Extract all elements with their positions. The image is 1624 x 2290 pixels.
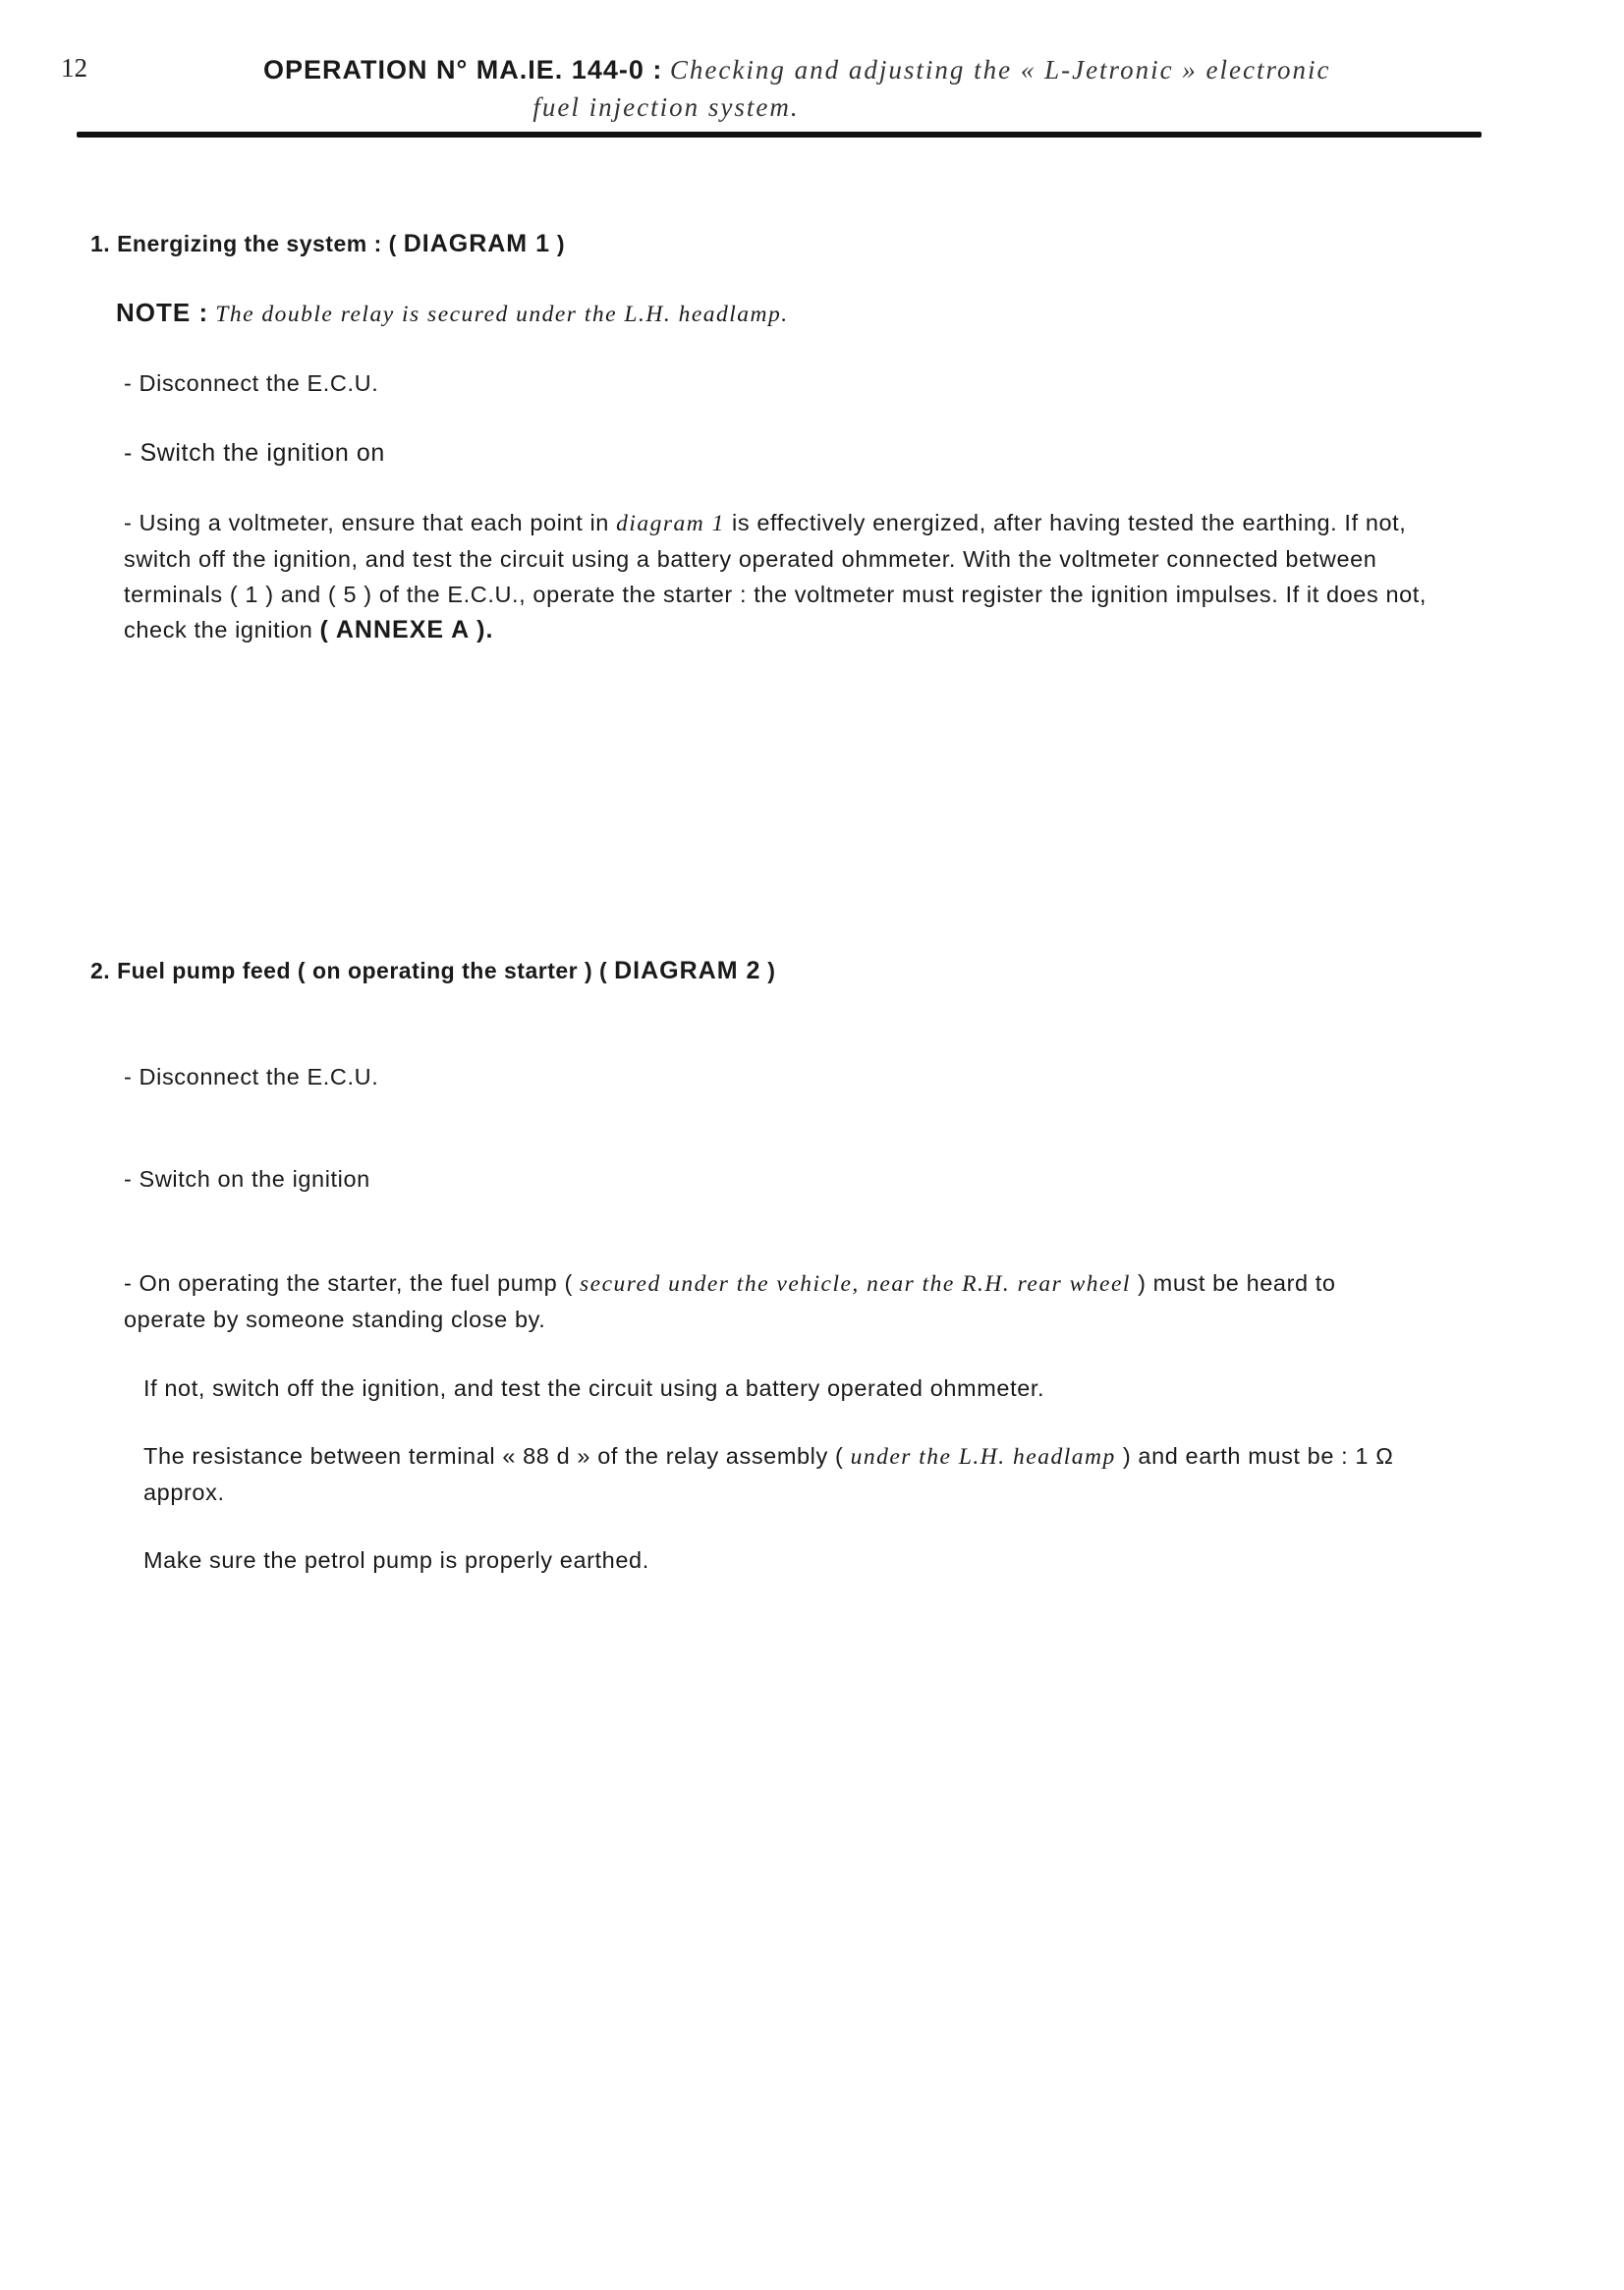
section-2-step-1: - Disconnect the E.C.U. <box>124 1064 379 1089</box>
section-2-title-text: 2. Fuel pump feed ( on operating the starter ) ( <box>90 958 608 983</box>
pump-location: secured under the vehicle, near the R.H. rear wheel <box>580 1271 1131 1297</box>
section-2-step-3 <box>124 1265 1401 1337</box>
section-1-title-text: 1. Energizing the system : ( <box>90 231 397 256</box>
operation-description-cont: fuel injection system. <box>532 92 800 122</box>
section-2-resistance <box>143 1438 1421 1510</box>
section-1-step-3 <box>124 505 1440 647</box>
resistance-text-b: ) and earth must be : 1 Ω approx. <box>143 1443 1394 1505</box>
section-2-step-2: - Switch on the ignition <box>124 1166 370 1192</box>
step-3-text-a: - Using a voltmeter, ensure that each point in <box>124 510 609 535</box>
operation-description: Checking and adjusting the « L-Jetronic » electronic <box>669 55 1331 84</box>
relay-location: under the L.H. headlamp <box>850 1444 1116 1470</box>
annexe-ref: ( ANNEXE A ). <box>319 616 494 643</box>
section-2-earth: Make sure the petrol pump is properly earthed. <box>143 1547 649 1573</box>
section-1-title-close: ) <box>556 231 566 256</box>
section-1-step-2: - Switch the ignition on <box>124 439 385 467</box>
resistance-text-a: The resistance between terminal « 88 d » of the relay assembly ( <box>143 1443 844 1469</box>
header-rule <box>77 132 1482 138</box>
step-3-text-b: ) must be heard to operate by someone standing close by. <box>124 1270 1336 1332</box>
step-3-text-a: - On operating the starter, the fuel pump ( <box>124 1270 573 1296</box>
step-3-diagram-ref: diagram 1 <box>616 511 725 536</box>
step-3-text-b: is effectively energized, after having tested the earthing. If not, switch off the ignition, and test the circuit using a battery operated ohmmeter. With the voltmeter connected between terminals ( 1 ) and ( 5 ) of the E.C.U., operate the starter : the voltmeter must register the ignition impulses. If it does not, check the ignition <box>124 510 1428 642</box>
section-1-diagram-ref: DIAGRAM 1 <box>403 230 550 257</box>
section-2-title-close: ) <box>767 958 776 983</box>
section-2-title <box>90 957 775 985</box>
section-2-diagram-ref: DIAGRAM 2 <box>614 957 761 984</box>
section-2-if-not: If not, switch off the ignition, and test the circuit using a battery operated ohmmeter. <box>143 1375 1045 1401</box>
page-header <box>263 51 1344 126</box>
note-label: NOTE : <box>116 298 209 327</box>
section-1-step-1: - Disconnect the E.C.U. <box>124 370 379 396</box>
operation-number: OPERATION N° MA.IE. 144-0 : <box>263 55 663 84</box>
page-number: 12 <box>61 53 87 83</box>
section-1-note <box>116 295 1432 332</box>
section-1-title <box>90 230 565 258</box>
note-text: The double relay is secured under the L.H. headlamp. <box>215 302 789 327</box>
